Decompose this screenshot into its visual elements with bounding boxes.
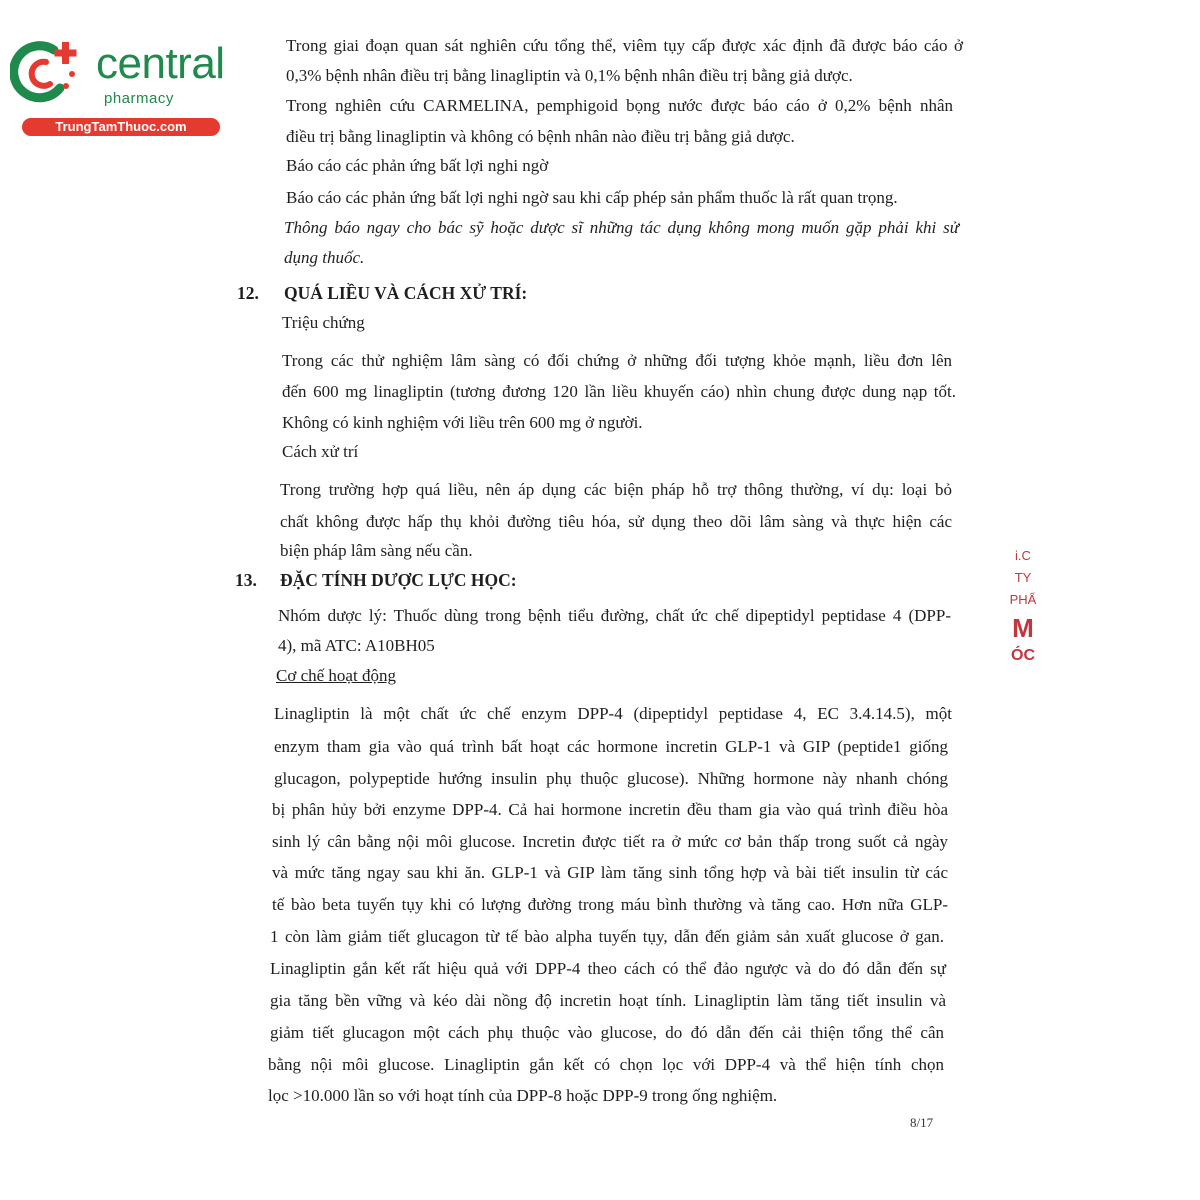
text-line: Linagliptin gắn kết rất hiệu quả với DPP-4 theo cách có thể đảo ngược và do đó dẫn đến sự xyxy=(270,959,946,978)
text-line: 1 còn làm giảm tiết glucagon từ tế bào alpha tuyến tụy, dẫn đến giảm sản xuất glucose ở gan. xyxy=(270,927,944,946)
logo-wordmark: central xyxy=(96,39,225,88)
subheading: Triệu chứng xyxy=(282,313,365,332)
text-line: 4), mã ATC: A10BH05 xyxy=(278,636,435,655)
text-line: Trong các thử nghiệm lâm sàng có đối chứng ở những đối tượng khỏe mạnh, liều đơn lên xyxy=(282,351,952,370)
text-line: chất không được hấp thụ khỏi đường tiêu hóa, sử dụng theo dõi lâm sàng và thực hiện các xyxy=(280,512,952,531)
text-line: bằng nội môi glucose. Linagliptin gắn kết có chọn lọc với DPP-4 và thể hiện tính chọn xyxy=(268,1055,944,1074)
official-stamp xyxy=(1003,545,1043,705)
section-number: 13. xyxy=(235,570,257,590)
text-line: Không có kinh nghiệm với liều trên 600 mg ở người. xyxy=(282,413,643,432)
text-line: Trong nghiên cứu CARMELINA, pemphigoid bọng nước được báo cáo ở 0,2% bệnh nhân xyxy=(286,96,953,115)
stamp-text: TY xyxy=(1014,570,1032,585)
section-number: 12. xyxy=(237,283,259,303)
text-line: Linagliptin là một chất ức chế enzym DPP-4 (dipeptidyl peptidase 4, EC 3.4.14.5), một xyxy=(274,704,952,723)
text-line: gia tăng bền vững và kéo dài nồng độ incretin hoạt tính. Linagliptin làm tăng tiết insulin và xyxy=(270,991,946,1010)
text-line: Trong giai đoạn quan sát nghiên cứu tổng thể, viêm tụy cấp được xác định đã được báo cáo ở xyxy=(286,36,963,55)
text-line: điều trị bằng linagliptin và không có bệnh nhân nào điều trị bằng giả dược. xyxy=(286,127,795,146)
text-line: dụng thuốc. xyxy=(284,248,365,267)
text-line: bị phân hủy bởi enzyme DPP-4. Cả hai hormone incretin đều tham gia vào quá trình điều hòa xyxy=(272,800,948,819)
text-line: đến 600 mg linagliptin (tương đương 120 lần liều khuyến cáo) nhìn chung được dung nạp tốt. xyxy=(282,382,956,401)
logo-website-badge: TrungTamThuoc.com xyxy=(22,118,220,136)
logo-subtitle: pharmacy xyxy=(104,90,174,107)
text-line: glucagon, polypeptide hướng insulin phụ thuộc glucose). Những hormone này nhanh chóng xyxy=(274,769,948,788)
text-line: giảm tiết glucagon một cách phụ thuộc vào glucose, do đó dẫn đến cải thiện tổng thể cân xyxy=(270,1023,944,1042)
subheading: Cơ chế hoạt động xyxy=(276,666,396,685)
text-line: Báo cáo các phản ứng bất lợi nghi ngờ sau khi cấp phép sản phẩm thuốc là rất quan trọng. xyxy=(286,188,898,207)
text-line: và mức tăng ngay sau khi ăn. GLP-1 và GIP làm tăng sinh tổng hợp và bài tiết insulin từ các xyxy=(272,863,948,882)
subheading: Cách xử trí xyxy=(282,442,359,461)
text-line: Báo cáo các phản ứng bất lợi nghi ngờ xyxy=(286,156,549,175)
page-number: 8/17 xyxy=(910,1115,934,1130)
text-line: tế bào beta tuyến tụy khi có lượng đường trong máu bình thường và tăng cao. Hơn nữa GLP- xyxy=(272,895,948,914)
stamp-text: ÓC xyxy=(1011,647,1035,664)
text-line: Trong trường hợp quá liều, nên áp dụng các biện pháp hỗ trợ thông thường, ví dụ: loại bỏ xyxy=(280,480,952,499)
section-heading: QUÁ LIỀU VÀ CÁCH XỬ TRÍ: xyxy=(284,283,528,303)
text-line: biện pháp lâm sàng nếu cần. xyxy=(280,541,473,560)
stamp-text: M xyxy=(1012,613,1034,643)
text-line: enzym tham gia vào quá trình bất hoạt các hormone incretin GLP-1 và GIP (peptide1 giống xyxy=(274,737,948,756)
text-line: 0,3% bệnh nhân điều trị bằng linagliptin và 0,1% bệnh nhân điều trị bằng giả dược. xyxy=(286,66,853,85)
stamp-text: PHẨ xyxy=(1009,592,1037,607)
text-line: Nhóm dược lý: Thuốc dùng trong bệnh tiểu đường, chất ức chế dipeptidyl peptidase 4 (DPP- xyxy=(278,606,951,625)
text-line: Thông báo ngay cho bác sỹ hoặc dược sĩ những tác dụng không mong muốn gặp phải khi sử xyxy=(284,218,959,237)
text-line: sinh lý cân bằng nội môi glucose. Incretin được tiết ra ở mức cơ bản thấp trong suốt cả ngày xyxy=(272,832,948,851)
stamp-text: i.C xyxy=(1015,548,1031,563)
text-line: lọc >10.000 lần so với hoạt tính của DPP-8 hoặc DPP-9 trong ống nghiệm. xyxy=(268,1086,778,1105)
section-heading: ĐẶC TÍNH DƯỢC LỰC HỌC: xyxy=(280,570,517,590)
